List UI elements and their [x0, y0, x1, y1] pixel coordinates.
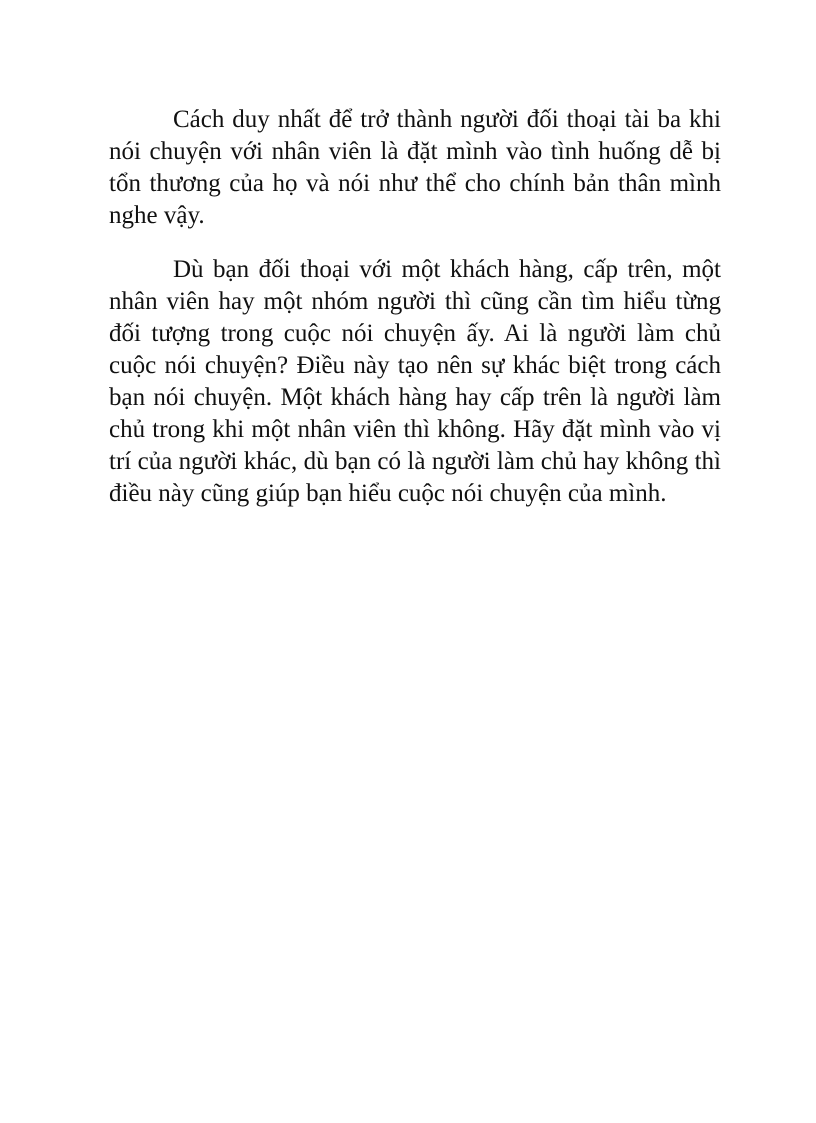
body-text — [109, 104, 721, 532]
paragraph-1: Cách duy nhất để trở thành người đối thoại tài ba khi nói chuyện với nhân viên là đặt mình vào tình huống dễ bị tổn thương của họ và nói như thể cho chính bản thân mình nghe vậy. — [109, 106, 721, 229]
paragraph-2: Dù bạn đối thoại với một khách hàng, cấp trên, một nhân viên hay một nhóm người thì cũng cần tìm hiểu từng đối tượng trong cuộc nói chuyện ấy. Ai là người làm chủ cuộc nói chuyện? Điều này tạo nên sự khác biệt trong cách bạn nói chuyện. Một khách hàng hay cấp trên là người làm chủ trong khi một nhân viên thì không. Hãy đặt mình vào vị trí của người khác, dù bạn có là người làm chủ hay không thì điều này cũng giúp bạn hiểu cuộc nói chuyện của mình. — [109, 256, 721, 507]
